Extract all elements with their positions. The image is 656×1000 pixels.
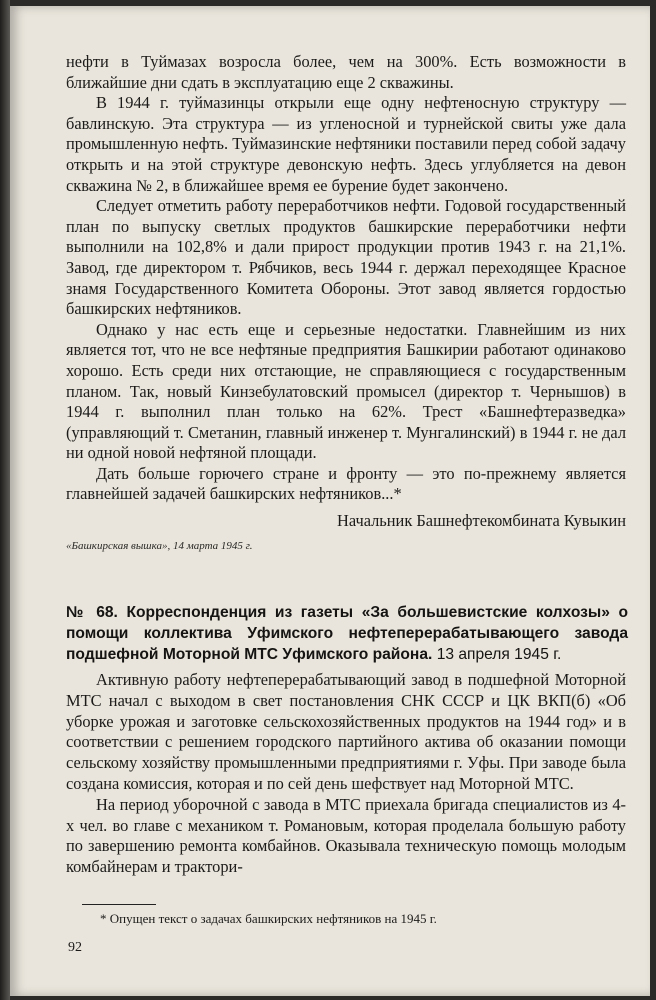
document-heading (66, 602, 628, 665)
paragraph: В 1944 г. туймазинцы открыли еще одну нефтеносную структуру — бавлинскую. Эта структура — из угленосной и турнейской свиты уже дала промышленную нефть. Туймазинские нефтяники поставили перед собой задачу открыть и на этой структуре девонскую нефть. Здесь углубляется на девон скважина № 2, в ближайшее время ее бурение будет закончено. (66, 93, 626, 195)
source-citation: «Башкирская вышка», 14 марта 1945 г. (66, 540, 253, 552)
signature: Начальник Башнефтекомбината Кувыкин (337, 511, 626, 531)
paragraph: Однако у нас есть еще и серьезные недостатки. Главнейшим из них является тот, что не все нефтяные предприятия Башкирии работают одинаково хорошо. Есть среди них отстающие, не справляющиеся с государственным планом. Так, новый Кинзебулатовский промысел (директор т. Чернышов) в 1944 г. выполнил план только на 62%. Трест «Башнефтеразведка» (управляющий т. Сметанин, главный инженер т. Мунгалинский) в 1944 г. не дал ни одной новой нефтяной площади. (66, 319, 626, 463)
footnote-divider (82, 904, 156, 905)
paragraph: Следует отметить работу переработчиков нефти. Годовой государственный план по выпуску светлых продуктов башкирские переработчики нефти выполнили на 102,8% и дали прирост продукции против 1943 г. на 21,1%. Завод, где директором т. Рябчиков, весь 1944 г. держал переходящее Красное знамя Государственного Комитета Обороны. Этот завод является гордостью башкирских нефтяников. (66, 196, 626, 319)
page-number: 92 (68, 940, 82, 955)
paragraph: Дать больше горючего стране и фронту — это по-прежнему является главнейшей задачей башкирских нефтяников...* (66, 463, 626, 504)
main-text-top (66, 52, 626, 532)
main-text-bottom (66, 670, 626, 878)
footnote: * Опущен текст о задачах башкирских нефтяников на 1945 г. (100, 911, 437, 926)
paragraph: Активную работу нефтеперерабатывающий завод в подшефной Моторной МТС начал с выходом в свет постановления СНК СССР и ЦК ВКП(б) «Об уборке урожая и заготовке сельскохозяйственных продуктов на 1944 год» и в соответствии с решением городского партийного актива об оказании помощи сельскому хозяйству промышленными предприятиями г. Уфы. При заводе была создана комиссия, которая и по сей день шефствует над Моторной МТС. (66, 670, 626, 793)
paragraph: На период уборочной с завода в МТС приехала бригада специалистов из 4-х чел. во главе с механиком т. Романовым, которая проделала большую работу по завершению ремонта комбайнов. Оказывала техническую помощь молодым комбайнерам и трактори- (66, 794, 626, 877)
paragraph: нефти в Туймазах возросла более, чем на 300%. Есть возможности в ближайшие дни сдать в эксплуатацию еще 2 скважины. (66, 52, 626, 92)
document-date: 13 апреля 1945 г. (436, 646, 562, 663)
document-title: № 68. Корреспонденция из газеты «За большевистские колхозы» о помощи коллектива Уфимского нефтеперерабатывающего завода подшефной Моторной МТС Уфимского района. (66, 604, 628, 663)
book-spine-shadow (0, 0, 10, 1000)
